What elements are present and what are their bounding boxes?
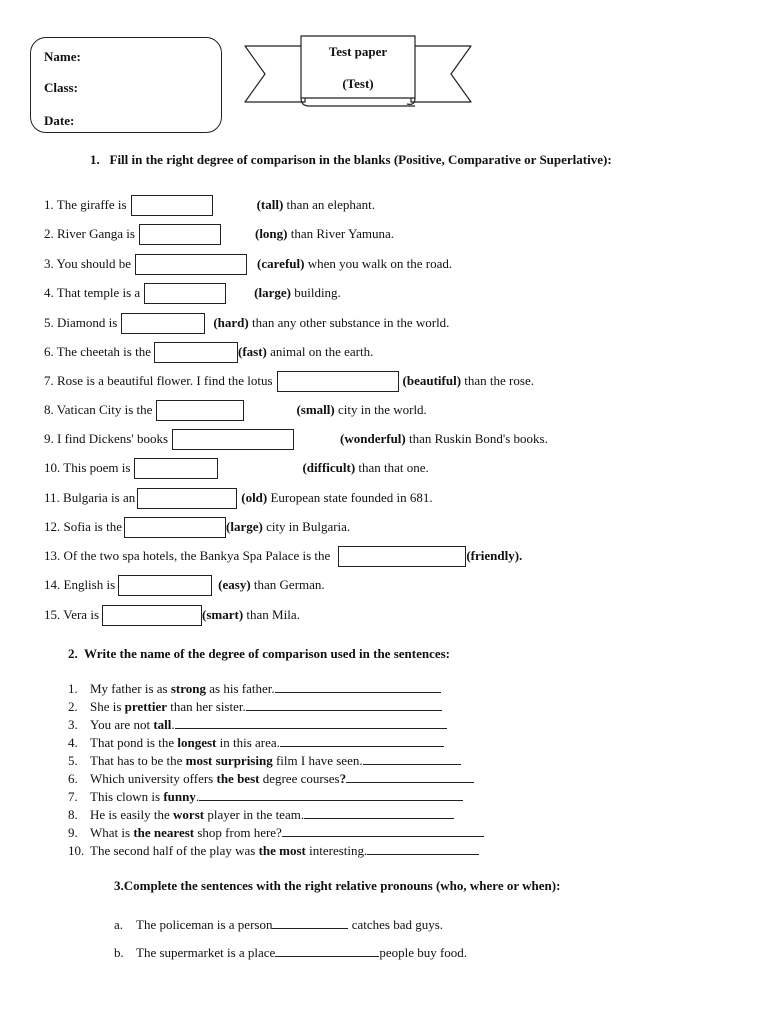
section3-heading: 3.Complete the sentences with the right relative pronouns (who, where or when): [114,878,561,893]
s1-item-1: 1. The giraffe is (tall) than an elephant. [44,192,375,216]
s1-item-6: 6. The cheetah is the (fast) animal on the earth. [44,339,373,363]
answer-box-13[interactable] [338,546,466,567]
answer-box-11[interactable] [137,488,237,509]
answer-line-b[interactable] [275,944,379,957]
answer-box-5[interactable] [121,313,205,334]
s2-item-10: 10. The second half of the play was the most interesting. [68,842,668,860]
name-label: Name: [44,49,81,64]
answer-line-9[interactable] [282,824,484,837]
s1-item-9: 9. I find Dickens' books (wonderful) than Ruskin Bond's books. [44,426,548,450]
s2-item-6: 6. Which university offers the best degree courses? [68,770,668,788]
answer-line-6[interactable] [346,770,474,783]
s2-item-5: 5. That has to be the most surprising film I have seen. [68,752,668,770]
answer-box-2[interactable] [139,224,221,245]
student-info-box [30,37,222,133]
class-label: Class: [44,80,78,95]
s2-item-7: 7. This clown is funny. [68,788,668,806]
s1-item-13: 13. Of the two spa hotels, the Bankya Spa Palace is the (friendly). [44,543,522,567]
answer-box-4[interactable] [144,283,226,304]
answer-box-15[interactable] [102,605,202,626]
s2-item-2: 2. She is prettier than her sister. [68,698,668,716]
s1-item-11: 11. Bulgaria is an (old) European state founded in 681. [44,485,433,509]
s1-item-14: 14. English is (easy) than German. [44,572,325,596]
s1-item-2: 2. River Ganga is (long) than River Yamuna. [44,221,394,245]
s1-item-10: 10. This poem is (difficult) than that one. [44,455,429,479]
answer-box-6[interactable] [154,342,238,363]
banner-subtitle: (Test) [342,76,374,91]
answer-line-7[interactable] [199,788,463,801]
s1-item-5: 5. Diamond is (hard) than any other substance in the world. [44,310,449,334]
s1-item-3: 3. You should be (careful) when you walk on the road. [44,251,452,275]
s1-item-7: 7. Rose is a beautiful flower. I find the lotus (beautiful) than the rose. [44,368,534,392]
answer-line-4[interactable] [280,734,444,747]
answer-box-3[interactable] [135,254,247,275]
answer-line-a[interactable] [272,916,348,929]
section2-heading: 2. Write the name of the degree of comparison used in the sentences: [68,646,451,661]
answer-box-14[interactable] [118,575,212,596]
s1-item-8: 8. Vatican City is the (small) city in the world. [44,397,427,421]
answer-line-10[interactable] [367,842,479,855]
s1-item-4: 4. That temple is a (large) building. [44,280,341,304]
answer-box-8[interactable] [156,400,244,421]
s2-item-1: 1. My father is as strong as his father. [68,680,668,698]
answer-box-10[interactable] [134,458,218,479]
s3-item-a: a. The policeman is a person catches bad guys. [114,917,444,932]
date-label: Date: [44,113,75,128]
answer-box-1[interactable] [131,195,213,216]
answer-line-5[interactable] [363,752,461,765]
answer-line-2[interactable] [246,698,442,711]
s1-item-15: 15. Vera is (smart) than Mila. [44,602,300,626]
title-banner [243,34,473,110]
answer-box-9[interactable] [172,429,294,450]
answer-box-12[interactable] [124,517,226,538]
answer-box-7[interactable] [277,371,399,392]
section1-heading: 1. Fill in the right degree of comparison in the blanks (Positive, Comparative or Superlative): [90,152,612,167]
answer-line-8[interactable] [304,806,454,819]
s2-item-9: 9. What is the nearest shop from here? [68,824,668,842]
answer-line-3[interactable] [175,716,447,729]
s2-item-3: 3. You are not tall. [68,716,668,734]
s3-item-b: b. The supermarket is a place people buy food. [114,945,468,960]
s1-item-12: 12. Sofia is the (large) city in Bulgaria. [44,514,350,538]
answer-line-1[interactable] [275,680,441,693]
banner-title: Test paper [328,44,388,59]
s2-item-8: 8. He is easily the worst player in the team. [68,806,668,824]
s2-item-4: 4. That pond is the longest in this area. [68,734,668,752]
